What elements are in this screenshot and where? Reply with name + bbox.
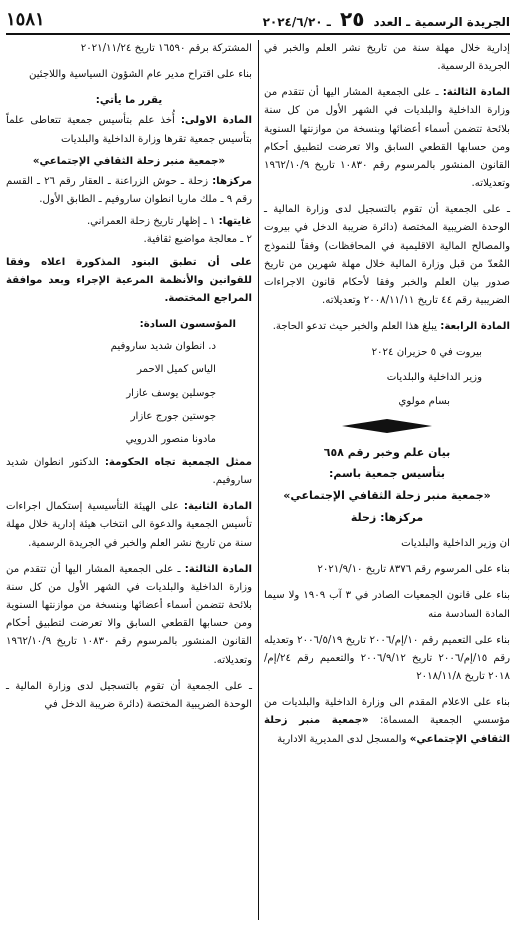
text-run: والمسجل لدى المديرية الادارية xyxy=(277,733,410,745)
minister-line: ان وزير الداخلية والبلديات xyxy=(401,538,510,550)
founder-name: د. انطوان شديد ساروفيم xyxy=(110,341,216,353)
article-body: ـ على الجمعية المشار اليها أن تتقدم من وزارة الداخلية والبلديات في الشهر الأول من كل سنة بلائحة تتضمن أسماء أعضائها وبنسخة من موازنتها السنوية ومن حسابها القطعي السابق والا تعرضت لتطبيق أحكام القانون المنشور بالمرسوم رقم ١٠٨٣٠ تاريخ ١٩٦٢/١٠/٩ وتعديلاته. xyxy=(264,87,511,190)
paragraph: إدارية خلال مهلة سنة من تاريخ نشر العلم والخبر في الجريدة الرسمية. xyxy=(264,43,510,73)
notice-headquarters: مركزها: زحلة xyxy=(350,510,424,524)
notice-association-name: «جمعية منبر زحلة الثقافي الإجتماعي» xyxy=(283,488,491,502)
founder-name: الياس كميل الاحمر xyxy=(136,364,216,376)
article-2 xyxy=(6,498,252,552)
paragraph: بناء على اقتراح مدير عام الشؤون السياسية واللاجئين xyxy=(28,69,252,81)
signature-name: بسام مولوي xyxy=(398,395,450,407)
article-heading: المادة الثالثة: xyxy=(442,87,510,99)
section-heading: غايتها: xyxy=(218,216,252,228)
section-body: الدكتور انطوان شديد ساروفيم. xyxy=(6,456,252,487)
aim-item: ٢ ـ معالجة مواضيع ثقافية. xyxy=(143,234,252,246)
section-heading: ممثل الجمعية تجاه الحكومة: xyxy=(104,456,252,468)
paragraph xyxy=(264,694,510,748)
separator-ornament xyxy=(264,419,510,433)
founders-heading: المؤسسون السادة: xyxy=(139,319,236,331)
paragraph: بناء على قانون الجمعيات الصادر في ٣ آب ١٩٠٩ ولا سيما المادة السادسة منه xyxy=(264,590,511,620)
header-rule xyxy=(6,33,510,35)
notice-title: بيان علم وخبر رقم ٦٥٨ xyxy=(323,445,451,459)
page-number: ١٥٨١ xyxy=(6,8,45,30)
article-body: على الهيئة التأسيسية إستكمال اجراءات تأسيس الجمعية والدعوة الى انتخاب هيئة إدارية خلال مهلة سنة من تاريخ نشر العلم والخبر في الجريدة الرسمية. xyxy=(6,501,252,549)
article-1 xyxy=(6,112,252,148)
association-name: «جمعية منبر زحلة الثقافي الإجتماعي» xyxy=(32,155,226,167)
founder-name: مادونا منصور الدرويي xyxy=(125,433,216,445)
paragraph: بناء على المرسوم رقم ٨٣٧٦ تاريخ ٢٠٢١/٩/١٠ xyxy=(317,564,510,576)
article-body: ـ على الجمعية المشار اليها أن تتقدم من وزارة الداخلية والبلديات في الشهر الأول من كل سنة بلائحة تتضمن أسماء أعضائها وبنسخة من موازنتها السنوية ومن حسابها القطعي السابق والا تعرضت لتطبيق أحكام القانون المنشور بالمرسوم رقم ١٠٨٣٠ تاريخ ١٩٦٢/١٠/٩ وتعديلاته. xyxy=(6,563,253,666)
representative xyxy=(6,454,252,490)
article-3 xyxy=(264,84,510,193)
aim-item: ١ ـ إظهار تاريخ زحلة العمراني. xyxy=(86,216,219,228)
page-header xyxy=(6,6,510,32)
paragraph: ـ على الجمعية أن تقوم بالتسجيل لدى وزارة المالية ـ الوحدة الضريبية المختصة (دائرة ضريبة الدخل في xyxy=(6,680,252,710)
issue-date: ـ ٢٠٢٤/٦/٢٠ xyxy=(262,15,331,29)
article-4 xyxy=(264,318,510,336)
section-body: زحلة ـ حوش الزراعنة ـ العقار رقم ٢٦ ـ القسم رقم ٩ ـ ملك ماريا انطوان ساروفيم ـ الطابق الأول. xyxy=(6,175,252,206)
article-heading: المادة الرابعة: xyxy=(440,321,510,333)
left-column xyxy=(6,40,252,722)
founder-name: جوستين جورج عازار xyxy=(130,410,216,422)
paragraph: ـ على الجمعية أن تقوم بالتسجيل لدى وزارة المالية ـ الوحدة الضريبية المختصة (دائرة ضريبة الدخل في بيروت والمصالح المالية الاقليمية في المحافظات) وفقاً للنموذج المُعدّ من قبل وزارة المالية خلال مهلة شهرين من تاريخ صدور بيان العلم والخبر وفقا لأحكام قانون الاجراءات الضريبية رقم ٤٤ تاريخ ٢٠٠٨/١١/١١ وتعديلاته. xyxy=(264,204,510,307)
article-3 xyxy=(6,561,252,670)
headquarters xyxy=(6,173,252,209)
gazette-title-group xyxy=(263,7,510,31)
gazette-title: الجريدة الرسمية ـ العدد xyxy=(373,15,510,29)
signature-place-date: بيروت في ٥ حزيران ٢٠٢٤ xyxy=(371,347,482,359)
article-body: يبلغ هذا العلم والخبر حيث تدعو الحاجة. xyxy=(272,321,441,333)
paragraph: بناء على التعميم رقم ١٠/إم/٢٠٠٦ تاريخ ٢٠٠٦/٥/١٩ وتعديله رقم ١٥/إم/٢٠٠٦ تاريخ ٢٠٠٦/٩/١٢ والتعميم رقم ٢٤/إم/٢٠١٨ تاريخ ٢٠١٨/١١/٨ xyxy=(264,634,511,683)
article-heading: المادة الثانية: xyxy=(183,501,252,513)
right-column xyxy=(264,40,510,757)
section-heading: مركزها: xyxy=(212,175,252,187)
signature-title: وزير الداخلية والبلديات xyxy=(386,371,482,383)
notice-subtitle: بتأسيس جمعية باسم: xyxy=(328,467,446,481)
founder-name: جوسلين يوسف عازار xyxy=(126,387,216,399)
paragraph: المشتركة برقم ١٦٥٩٠ تاريخ ٢٠٢١/١١/٢٤ xyxy=(80,43,252,54)
article-body: أُخذ علم بتأسيس جمعية تتعاطى علماً بتأسيس جمعية تقرها وزارة الداخلية والبلديات xyxy=(6,115,252,145)
article-heading: المادة الاولى: xyxy=(180,115,252,127)
decides-heading: يقرر ما يأتي: xyxy=(95,95,163,107)
apply-clause: على أن تطبق البنود المذكورة اعلاه وفقا للقوانين والأنظمة المرعية الإجراء وبعد موافقة المراجع المختصة. xyxy=(6,256,252,304)
association-name: «جمعية منبر زحلة الثقافي الإجتماعي» xyxy=(264,715,510,745)
text-run: بناء على الاعلام المقدم الى وزارة الداخلية والبلديات من مؤسسي الجمعية المسماة: xyxy=(264,697,510,727)
column-divider xyxy=(258,40,259,920)
aims xyxy=(6,213,252,231)
article-heading: المادة الثالثة: xyxy=(184,563,252,575)
issue-number: ٢٥ xyxy=(340,7,365,31)
